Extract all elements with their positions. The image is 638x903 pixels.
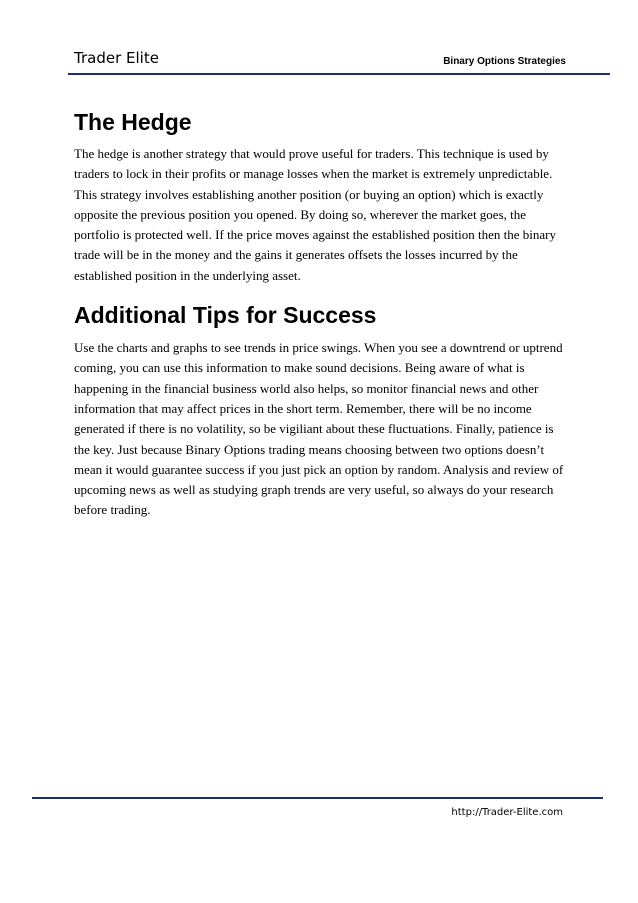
footer-divider — [32, 797, 603, 799]
footer-url: http://Trader-Elite.com — [451, 807, 563, 818]
section-body-tips: Use the charts and graphs to see trends in price swings. When you see a downtrend or uptrend coming, you can use this information to make sound decisions. Being aware of what is happening in the financial business world also helps, so monitor financial news and other information that may affect prices in the short term. Remember, there will be no income generated if there is no volatility, so be vigiliant about these fluctuations. Finally, patience is the key. Just because Binary Options trading means choosing between two options doesn’t mean it would guarantee success if you just pick an option by random. Analysis and review of upcoming news as well as studying graph trends are very useful, so always do your research before trading. — [74, 340, 564, 518]
main-content — [74, 104, 568, 521]
section-heading-hedge: The Hedge — [74, 109, 192, 135]
header-doc-title: Binary Options Strategies — [443, 56, 566, 67]
header-brand: Trader Elite — [74, 49, 159, 67]
header-divider — [68, 73, 610, 75]
section-heading-tips: Additional Tips for Success — [74, 302, 377, 329]
section-body-hedge: The hedge is another strategy that would prove useful for traders. This technique is used by traders to lock in their profits or manage losses when the market is extremely unpredictable. This strategy involves establishing another position (or buying an option) which is exactly opposite the previous position you opened. By doing so, wherever the market goes, the portfolio is protected well. If the price moves against the established position then the binary trade will be in the money and the gains it generates offsets the losses incurred by the established position in the underlying asset. — [74, 146, 556, 283]
